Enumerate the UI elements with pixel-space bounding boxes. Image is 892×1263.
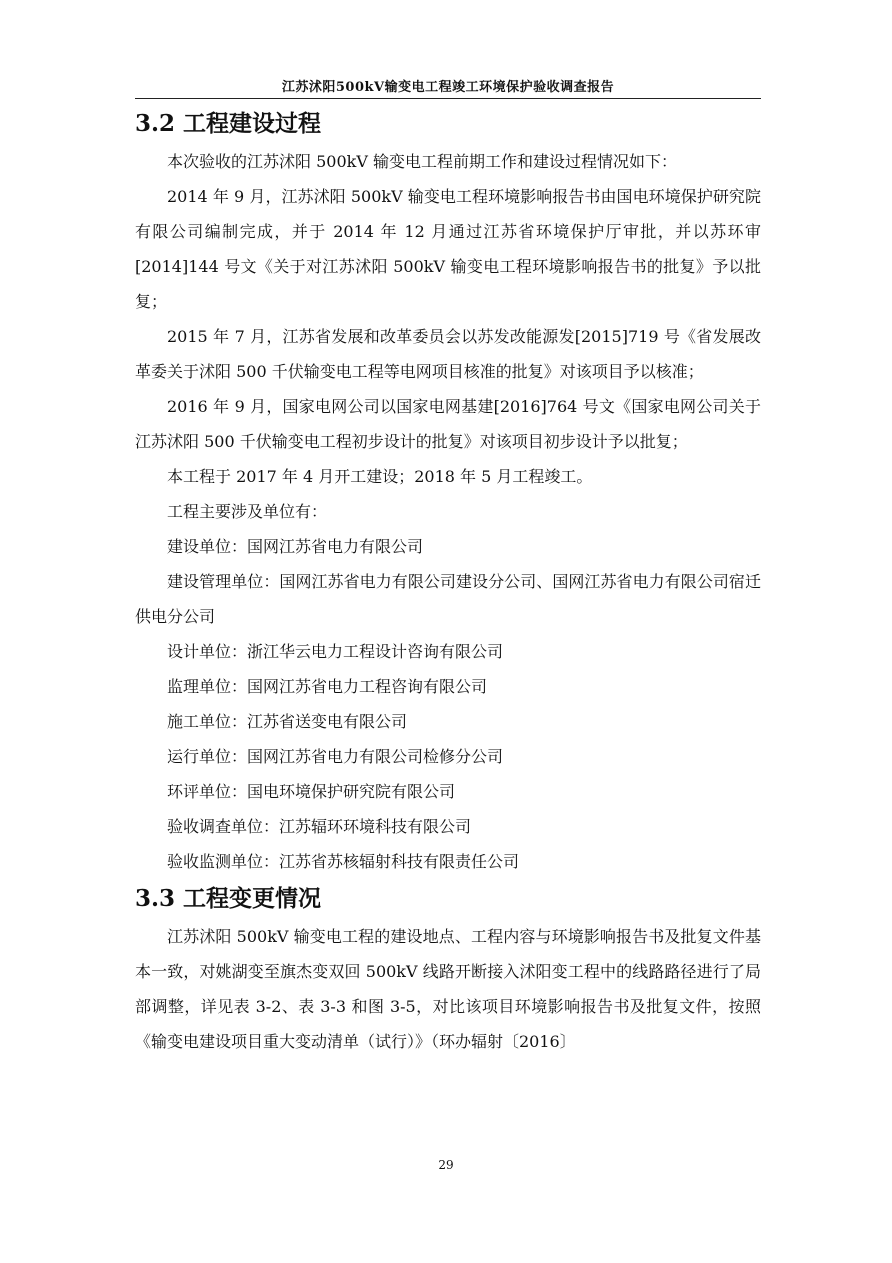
unit-construction: 建设单位：国网江苏省电力有限公司 bbox=[167, 537, 424, 556]
units-intro: 工程主要涉及单位有： bbox=[167, 502, 328, 521]
unit-eia: 环评单位：国电环境保护研究院有限公司 bbox=[167, 782, 456, 801]
unit-acceptance-survey: 验收调查单位：江苏辐环环境科技有限公司 bbox=[167, 817, 472, 836]
page-number: 29 bbox=[438, 1158, 454, 1172]
header-divider bbox=[135, 98, 761, 99]
unit-build: 施工单位：江苏省送变电有限公司 bbox=[167, 712, 408, 731]
unit-operation: 运行单位：国网江苏省电力有限公司检修分公司 bbox=[167, 747, 504, 766]
running-header: 江苏沭阳500kV输变电工程竣工环境保护验收调查报告 bbox=[281, 80, 615, 95]
paragraph-2015-project-approval: 2015 年 7 月，江苏省发展和改革委员会以苏发改能源发[2015]719 号《省发展改革委关于沭阳 500 千伏输变电工程等电网项目核准的批复》对该项目予以核准； bbox=[135, 327, 761, 381]
paragraph-schedule: 本工程于 2017 年 4 月开工建设；2018 年 5 月工程竣工。 bbox=[167, 467, 593, 486]
unit-construction-management: 建设管理单位：国网江苏省电力有限公司建设分公司、国网江苏省电力有限公司宿迁供电分公司 bbox=[135, 572, 761, 626]
section-3-2-intro: 本次验收的江苏沭阳 500kV 输变电工程前期工作和建设过程情况如下： bbox=[167, 152, 677, 171]
paragraph-2014-eia-approval: 2014 年 9 月，江苏沭阳 500kV 输变电工程环境影响报告书由国电环境保护研究院有限公司编制完成，并于 2014 年 12 月通过江苏省环境保护厅审批，并以苏环审[2014]144 号文《关于对江苏沭阳 500kV 输变电工程环境影响报告书的批复》予以批复； bbox=[135, 187, 761, 311]
unit-supervision: 监理单位：国网江苏省电力工程咨询有限公司 bbox=[167, 677, 488, 696]
section-3-3-heading: 3.3 工程变更情况 bbox=[135, 885, 322, 912]
section-3-2-heading: 3.2 工程建设过程 bbox=[135, 110, 322, 137]
page-body bbox=[135, 104, 761, 1059]
section-3-3-paragraph: 江苏沭阳 500kV 输变电工程的建设地点、工程内容与环境影响报告书及批复文件基本一致，对姚湖变至旗杰变双回 500kV 线路开断接入沭阳变工程中的线路路径进行了局部调整，详见表 3-2、表 3-3 和图 3-5，对比该项目环境影响报告书及批复文件，按照《输变电建设项目重大变动清单（试行）》（环办辐射〔2016〕 bbox=[135, 927, 761, 1051]
unit-acceptance-monitoring: 验收监测单位：江苏省苏核辐射科技有限责任公司 bbox=[167, 852, 520, 871]
unit-design: 设计单位：浙江华云电力工程设计咨询有限公司 bbox=[167, 642, 504, 661]
paragraph-2016-design-approval: 2016 年 9 月，国家电网公司以国家电网基建[2016]764 号文《国家电网公司关于江苏沭阳 500 千伏输变电工程初步设计的批复》对该项目初步设计予以批复； bbox=[135, 397, 761, 451]
